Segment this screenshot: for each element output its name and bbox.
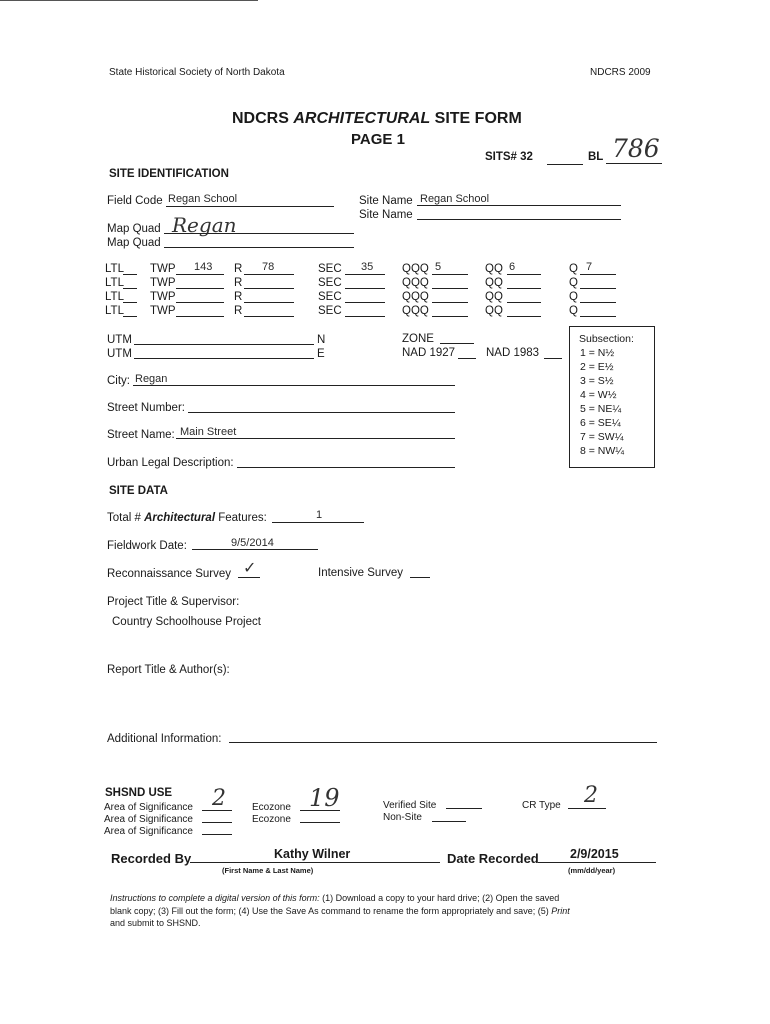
site-name2-line — [417, 219, 621, 220]
bl-line — [606, 163, 662, 164]
city-line — [133, 385, 455, 386]
cr-type-label: CR Type — [522, 800, 561, 811]
legal-ltl-line — [123, 274, 137, 275]
legal-ltl-label: LTL — [105, 305, 124, 317]
instructions-italic: Instructions to complete a digital version of this form: — [110, 893, 320, 903]
date-recorded-label: Date Recorded — [447, 851, 539, 866]
legal-qqq-label: QQQ — [402, 305, 429, 317]
sits-label: SITS# 32 — [485, 151, 533, 163]
legal-sec-line — [345, 288, 385, 289]
recorded-by-sub: (First Name & Last Name) — [222, 866, 314, 875]
legal-q-line — [580, 274, 616, 275]
legal-ltl-label: LTL — [105, 277, 124, 289]
org-name: State Historical Society of North Dakota — [109, 67, 285, 78]
subsection-item: 8 = NW¼ — [580, 445, 625, 457]
verified-site-label: Verified Site — [383, 800, 437, 811]
project-title-label: Project Title & Supervisor: — [107, 596, 240, 608]
project-title-value[interactable]: Country Schoolhouse Project — [112, 616, 261, 628]
fieldwork-date-line — [192, 549, 318, 550]
legal-r-label: R — [234, 277, 243, 289]
recon-line — [238, 577, 260, 578]
ecozone-line-1 — [300, 810, 340, 811]
site-name-value[interactable]: Regan School — [420, 193, 490, 205]
map-quad-label: Map Quad — [107, 223, 161, 235]
bl-value: 786 — [612, 134, 660, 163]
nad83-label: NAD 1983 — [486, 347, 540, 359]
legal-r-line — [244, 302, 294, 303]
legal-twp-label: TWP — [150, 263, 176, 275]
recon-checkmark[interactable]: ✓ — [243, 558, 257, 577]
non-site-line — [432, 821, 466, 822]
legal-r-label: R — [234, 291, 243, 303]
subsection-heading: Subsection: — [579, 333, 634, 345]
legal-qq-line — [507, 274, 541, 275]
total-features-line — [272, 522, 364, 523]
legal-qqq-line — [432, 316, 468, 317]
legal-qqq-label: QQQ — [402, 263, 429, 275]
fieldwork-date-value[interactable]: 9/5/2014 — [231, 537, 274, 549]
legal-qqq-value[interactable]: 5 — [435, 261, 442, 273]
subsection-item: 7 = SW¼ — [580, 431, 624, 443]
legal-qqq-line — [432, 274, 468, 275]
form-code: NDCRS 2009 — [590, 67, 651, 78]
scan-edge-line — [0, 0, 258, 1]
subsection-item: 5 = NE¼ — [580, 403, 622, 415]
title-part: SITE FORM — [430, 110, 522, 127]
legal-qq-line — [507, 302, 541, 303]
legal-twp-line — [176, 288, 224, 289]
page-title: PAGE 1 — [351, 131, 405, 148]
legal-sec-line — [345, 302, 385, 303]
legal-ltl-line — [123, 288, 137, 289]
utm-e: E — [317, 348, 325, 360]
aos-line-3 — [202, 834, 232, 835]
site-data-heading: SITE DATA — [109, 485, 168, 497]
legal-r-line — [244, 274, 294, 275]
aos-line-1 — [202, 810, 232, 811]
city-value[interactable]: Regan — [135, 373, 168, 385]
utm-label: UTM — [107, 334, 132, 346]
label-part: Total # — [107, 512, 145, 524]
total-features-value[interactable]: 1 — [316, 509, 323, 521]
title-part: NDCRS — [232, 110, 294, 127]
legal-qq-label: QQ — [485, 291, 503, 303]
legal-sec-label: SEC — [318, 305, 342, 317]
legal-q-label: Q — [569, 291, 578, 303]
legal-q-line — [580, 288, 616, 289]
ecozone-label-2: Ecozone — [252, 814, 291, 825]
site-identification-heading: SITE IDENTIFICATION — [109, 168, 229, 180]
legal-q-line — [580, 316, 616, 317]
nad27-line — [458, 358, 476, 359]
street-number-line — [188, 412, 455, 413]
aos-value[interactable]: 2 — [212, 786, 226, 811]
legal-ltl-label: LTL — [105, 291, 124, 303]
legal-qq-label: QQ — [485, 277, 503, 289]
aos-label-1: Area of Significance — [104, 802, 193, 813]
subsection-item: 6 = SE¼ — [580, 417, 621, 429]
recorded-by-value[interactable]: Kathy Wilner — [274, 847, 351, 861]
date-recorded-sub: (mm/dd/year) — [568, 866, 616, 875]
legal-twp-line — [176, 274, 224, 275]
urban-legal-line — [237, 467, 455, 468]
fieldwork-date-label: Fieldwork Date: — [107, 540, 187, 552]
zone-label: ZONE — [402, 333, 434, 345]
form-title — [232, 110, 522, 128]
instructions-line-2 — [110, 906, 570, 916]
legal-qqq-label: QQQ — [402, 277, 429, 289]
legal-q-label: Q — [569, 263, 578, 275]
legal-q-value[interactable]: 7 — [586, 261, 593, 273]
legal-sec-label: SEC — [318, 263, 342, 275]
utm-label-2: UTM — [107, 348, 132, 360]
legal-twp-line — [176, 302, 224, 303]
nad83-line — [544, 358, 562, 359]
legal-q-label: Q — [569, 277, 578, 289]
label-part: Features: — [215, 512, 267, 524]
urban-legal-label: Urban Legal Description: — [107, 457, 234, 469]
street-name-value[interactable]: Main Street — [180, 426, 237, 438]
subsection-item: 1 = N½ — [580, 347, 615, 359]
legal-twp-label: TWP — [150, 277, 176, 289]
utm-n: N — [317, 334, 326, 346]
legal-sec-value[interactable]: 35 — [361, 261, 374, 273]
legal-q-label: Q — [569, 305, 578, 317]
legal-qq-label: QQ — [485, 305, 503, 317]
legal-qqq-label: QQQ — [402, 291, 429, 303]
recorded-by-line — [190, 862, 440, 863]
legal-qq-label: QQ — [485, 263, 503, 275]
street-name-label: Street Name: — [107, 429, 175, 441]
ecozone-label-1: Ecozone — [252, 802, 291, 813]
subsection-item: 2 = E½ — [580, 361, 614, 373]
subsection-item: 4 = W½ — [580, 389, 617, 401]
cr-type-value[interactable]: 2 — [584, 783, 598, 808]
legal-sec-line — [345, 316, 385, 317]
aos-label-3: Area of Significance — [104, 826, 193, 837]
instructions-line-3: and submit to SHSND. — [110, 918, 201, 928]
intensive-line — [410, 577, 430, 578]
subsection-item: 3 = S½ — [580, 375, 614, 387]
field-code-value[interactable]: Regan School — [168, 193, 238, 205]
nad27-label: NAD 1927 — [402, 347, 456, 359]
recon-survey-label: Reconnaissance Survey — [107, 568, 232, 580]
additional-info-line — [229, 742, 657, 743]
site-name2-label: Site Name — [359, 209, 413, 221]
legal-twp-label: TWP — [150, 291, 176, 303]
field-code-label: Field Code — [107, 195, 163, 207]
legal-qq-line — [507, 288, 541, 289]
sits-line — [547, 164, 583, 165]
legal-qqq-line — [432, 302, 468, 303]
legal-twp-value[interactable]: 143 — [194, 261, 213, 273]
aos-label-2: Area of Significance — [104, 814, 193, 825]
zone-line — [440, 343, 474, 344]
instructions-text: blank copy; (3) Fill out the form; (4) Use the Save As command to rename the form appropriately and save; (5) — [110, 906, 552, 916]
instructions-text: (1) Download a copy to your hard drive; (2) Open the saved — [319, 893, 560, 903]
map-quad2-label: Map Quad — [107, 237, 161, 249]
legal-q-line — [580, 302, 616, 303]
site-name-line — [417, 205, 621, 206]
date-recorded-line — [538, 862, 656, 863]
utm-e-line — [134, 358, 314, 359]
map-quad-line — [164, 233, 354, 234]
title-part-italic: ARCHITECTURAL — [293, 110, 431, 127]
street-name-line — [176, 438, 455, 439]
city-label: City: — [107, 375, 130, 387]
date-recorded-value[interactable]: 2/9/2015 — [570, 847, 619, 861]
cr-type-line — [568, 808, 606, 809]
legal-sec-label: SEC — [318, 291, 342, 303]
shsnd-use-heading: SHSND USE — [105, 787, 173, 799]
legal-twp-label: TWP — [150, 305, 176, 317]
ecozone-value[interactable]: 19 — [309, 784, 340, 812]
legal-r-value[interactable]: 78 — [262, 261, 275, 273]
non-site-label: Non-Site — [383, 812, 422, 823]
utm-n-line — [134, 344, 314, 345]
legal-ltl-line — [123, 302, 137, 303]
legal-ltl-line — [123, 316, 137, 317]
instructions-italic: Print — [551, 906, 570, 916]
legal-r-label: R — [234, 263, 243, 275]
label-part-italic: Architectural — [144, 512, 216, 524]
total-features-label — [107, 512, 267, 524]
map-quad2-line — [164, 247, 354, 248]
site-name-label: Site Name — [359, 195, 413, 207]
legal-r-line — [244, 288, 294, 289]
map-quad-value[interactable]: Regan — [172, 213, 237, 237]
legal-qqq-line — [432, 288, 468, 289]
legal-r-line — [244, 316, 294, 317]
legal-twp-line — [176, 316, 224, 317]
legal-qq-value[interactable]: 6 — [509, 261, 516, 273]
verified-site-line — [446, 808, 482, 809]
aos-line-2 — [202, 822, 232, 823]
legal-sec-label: SEC — [318, 277, 342, 289]
recorded-by-label: Recorded By — [111, 851, 192, 866]
legal-qq-line — [507, 316, 541, 317]
report-title-label: Report Title & Author(s): — [107, 664, 230, 676]
intensive-survey-label: Intensive Survey — [318, 567, 404, 579]
legal-sec-line — [345, 274, 385, 275]
ecozone-line-2 — [300, 822, 340, 823]
street-number-label: Street Number: — [107, 402, 185, 414]
legal-r-label: R — [234, 305, 243, 317]
additional-info-label: Additional Information: — [107, 733, 222, 745]
instructions-line-1 — [110, 893, 559, 903]
field-code-line — [166, 206, 334, 207]
bl-label: BL — [588, 151, 604, 163]
legal-ltl-label: LTL — [105, 263, 124, 275]
